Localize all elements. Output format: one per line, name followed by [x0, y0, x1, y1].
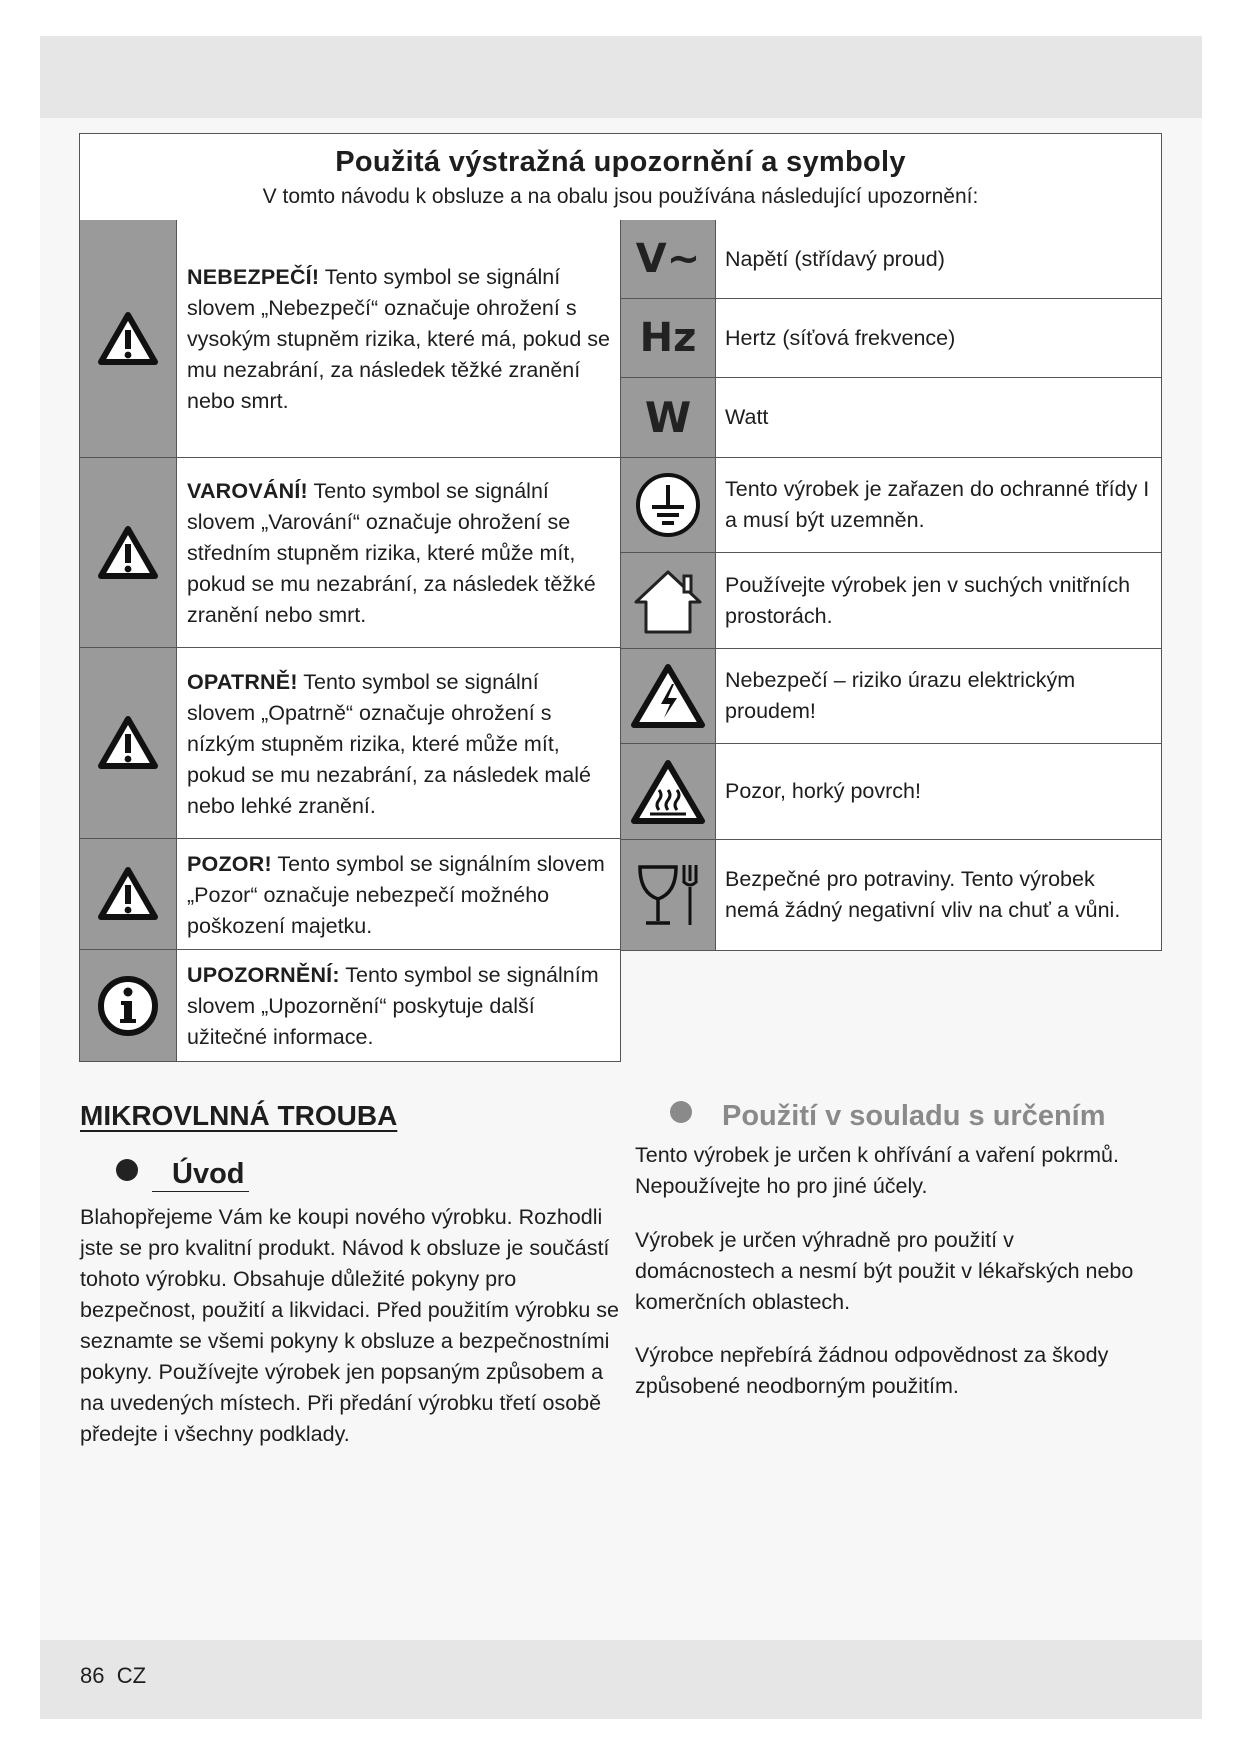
warnings-table: [79, 133, 1162, 222]
symbol-row-food: [621, 840, 1162, 951]
watt-icon: [621, 378, 716, 457]
intro-heading: Úvod: [116, 1158, 249, 1192]
protective-earth-icon: [621, 458, 716, 552]
signal-keyword: VAROVÁNÍ!: [187, 479, 308, 503]
usage-paragraph-3: Výrobce nepřebírá žádnou odpovědnost za škody způsobené neodborným použitím.: [635, 1343, 1109, 1398]
page-footer: [80, 1663, 146, 1689]
symbol-text: Hertz (síťová frekvence): [725, 325, 956, 350]
signal-keyword: NEBEZPEČÍ!: [187, 265, 320, 289]
signal-text: Tento symbol se signální slovem „Nebezpečí“ označuje ohrožení s vysokým stupněm rizika, které má, pokud se mu nezabrání, za následek těžké zranění nebo smrt.: [187, 265, 610, 413]
symbol-text: Watt: [725, 405, 769, 429]
warning-triangle-icon: [80, 648, 177, 838]
hertz-icon: [621, 299, 716, 377]
table-title: Použitá výstražná upozornění a symboly: [335, 146, 906, 178]
signal-row-info: [79, 950, 621, 1062]
warning-triangle-icon: [80, 220, 177, 457]
signal-row-notice: [79, 839, 621, 950]
usage-heading: Použití v souladu s určením: [670, 1100, 1106, 1133]
symbol-text: Pozor, horký povrch!: [725, 779, 921, 803]
electric-shock-icon: [621, 649, 716, 743]
info-icon: [80, 950, 177, 1061]
bottom-band: [40, 1640, 1202, 1719]
signal-keyword: POZOR!: [187, 851, 272, 876]
symbol-label: Hz: [639, 315, 697, 361]
hot-surface-icon: [621, 744, 716, 839]
signal-text: Tento symbol se signální slovem „Varování“ označuje ohrožení se středním stupněm rizika, které může mít, pokud se mu nezabrání, za následek těžké zranění nebo smrt.: [187, 479, 596, 627]
symbol-row-earth: [621, 458, 1162, 553]
symbol-text: Tento výrobek je zařazen do ochranné třídy I a musí být uzemněn.: [725, 477, 1150, 532]
signal-row-caution: [79, 648, 621, 839]
warning-triangle-icon: [80, 839, 177, 949]
usage-paragraph-1: Tento výrobek je určen k ohřívání a vaření pokrmů. Nepoužívejte ho pro jiné účely.: [635, 1143, 1119, 1198]
signal-text: Tento symbol se signálním slovem „Upozornění“ poskytuje další užitečné informace.: [187, 963, 599, 1049]
signal-row-danger: [79, 220, 621, 458]
voltage-ac-icon: [621, 220, 716, 298]
symbol-text: Používejte výrobek jen v suchých vnitřních prostorách.: [725, 572, 1131, 628]
bullet-icon: [116, 1159, 138, 1181]
table-subtitle: V tomto návodu k obsluze a na obalu jsou používána následující upozornění:: [262, 185, 979, 208]
signal-words-column: [79, 220, 621, 1062]
indoor-house-icon: [621, 553, 716, 648]
usage-paragraph-2: Výrobek je určen výhradně pro použití v domácnostech a nesmí být použit v lékařských nebo komerčních oblastech.: [635, 1228, 1134, 1314]
signal-row-warning: [79, 458, 621, 648]
symbol-row-watt: [621, 378, 1162, 458]
symbol-text: Bezpečné pro potraviny. Tento výrobek nemá žádný negativní vliv na chuť a vůni.: [725, 867, 1121, 922]
signal-keyword: OPATRNĚ!: [187, 669, 298, 694]
symbol-row-indoor: [621, 553, 1162, 649]
symbol-label: W: [644, 393, 692, 442]
symbol-row-hertz: [621, 299, 1162, 378]
symbols-column: [621, 220, 1162, 951]
symbol-text: Nebezpečí – riziko úrazu elektrickým proudem!: [725, 668, 1076, 723]
section-title: MIKROVLNNÁ TROUBA: [80, 1100, 398, 1131]
symbol-text: Napětí (střídavý proud): [725, 246, 945, 271]
symbol-row-hot: [621, 744, 1162, 840]
symbol-row-voltage: [621, 220, 1162, 299]
food-safe-icon: [621, 840, 716, 950]
intro-paragraph: Blahopřejeme Vám ke koupi nového výrobku. Rozhodli jste se pro kvalitní produkt. Návod k obsluze je součástí tohoto výrobku. Obsahuje důležité pokyny pro bezpečnost, použití a likvidaci. Před použitím výrobku se seznamte se všemi pokyny k obsluze a bezpečnostními pokyny. Používejte výrobek jen popsaným způsobem a na uvedených místech. Při předání výrobku třetí osobě předejte i všechny podklady.: [80, 1205, 619, 1446]
symbol-row-shock: [621, 649, 1162, 744]
warning-triangle-icon: [80, 458, 177, 647]
table-header: [80, 134, 1161, 221]
symbol-label: V~: [635, 236, 701, 282]
top-band: [40, 36, 1202, 118]
signal-text: Tento symbol se signální slovem „Opatrně“ označuje ohrožení s nízkým stupněm rizika, které může mít, pokud se mu nezabrání, za následek malé nebo lehké zranění.: [187, 669, 591, 818]
signal-keyword: UPOZORNĚNÍ:: [187, 963, 340, 987]
page-number: 86: [80, 1663, 105, 1688]
signal-text: Tento symbol se signálním slovem „Pozor“ označuje nebezpečí možného poškození majetku.: [187, 851, 605, 938]
bullet-icon: [670, 1101, 692, 1123]
language-code: CZ: [116, 1663, 147, 1688]
